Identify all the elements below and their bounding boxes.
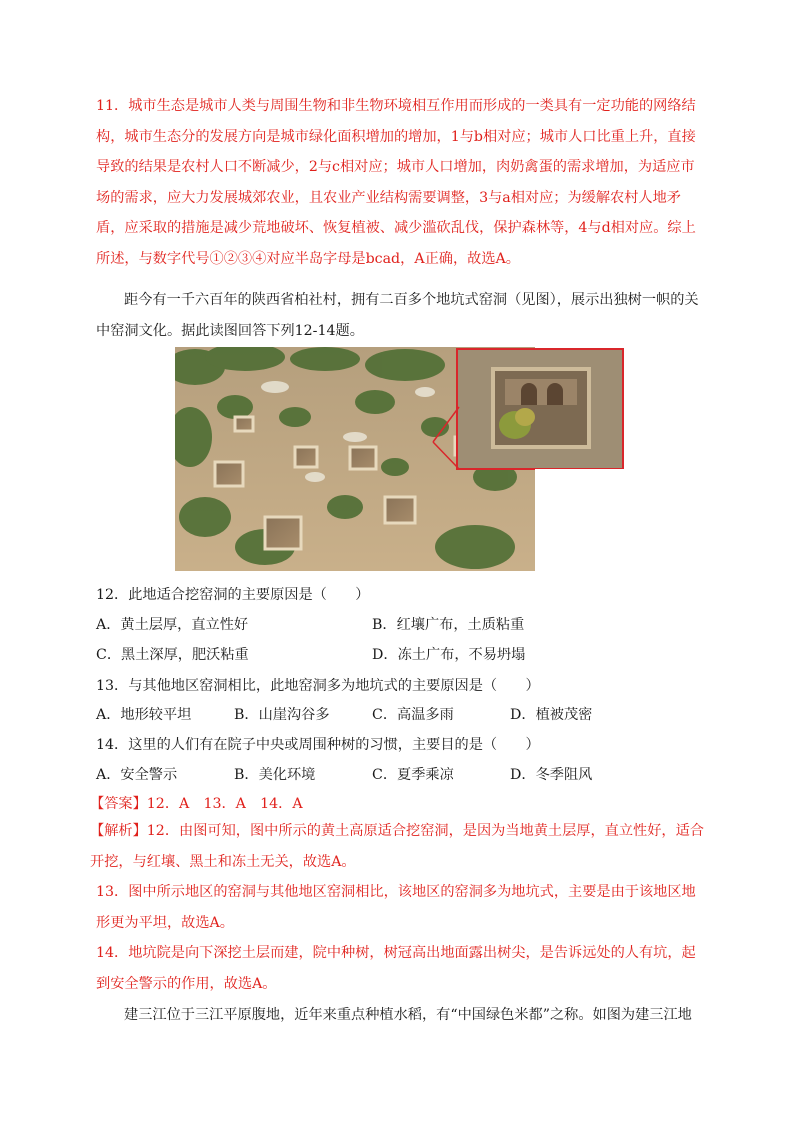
- answer-line: [90, 793, 303, 813]
- passage-intro: 距今有一千六百年的陕西省柏社村，拥有二百多个地坑式窑洞（见图），展示出独树一帜的关中窑洞文化。据此读图回答下列12-14题。: [96, 292, 699, 339]
- q14-option-d: D．冬季阻风: [510, 767, 593, 783]
- analysis-q14: 14．地坑院是向下深挖土层而建，院中种树，树冠高出地面露出树尖，是告诉远处的人有坑，起到安全警示的作用，故选A。: [96, 945, 696, 992]
- q13-option-c: C．高温多雨: [372, 707, 454, 723]
- analysis-q13: 13．图中所示地区的窑洞与其他地区窑洞相比，该地区的窑洞多为地坑式，主要是由于该地区地形更为平坦，故选A。: [96, 884, 696, 931]
- cave-dwelling-photo: [175, 347, 625, 571]
- q12-option-b: B．红壤广布，土质粘重: [372, 617, 525, 633]
- analysis-q12-text: 12．由图可知，图中所示的黄土高原适合挖窑洞，是因为当地黄土层厚，直立性好，适合开挖，与红壤、黑土和冻土无关，故选A。: [90, 823, 704, 870]
- answer-tag: 【答案】: [90, 796, 147, 812]
- analysis-q12: [90, 816, 708, 877]
- q13-option-d: D．植被茂密: [510, 707, 593, 723]
- next-passage-intro: 建三江位于三江平原腹地，近年来重点种植水稻，有“中国绿色米都”之称。如图为建三江地: [124, 1007, 692, 1023]
- q14-option-a: A．安全警示: [96, 767, 178, 783]
- question-14-stem: 14．这里的人们有在院子中央或周围种树的习惯，主要目的是（ ）: [96, 737, 540, 753]
- answer-text: 12．A 13．A 14．A: [146, 796, 303, 812]
- q11-analysis: 11．城市生态是城市人类与周围生物和非生物环境相互作用而形成的一类具有一定功能的网络结构，城市生态分的发展方向是城市绿化面积增加的增加，1与b相对应；城市人口比重上升，直接导致的结果是农村人口不断减少，2与c相对应；城市人口增加，肉奶禽蛋的需求增加，为适应市场的需求，应大力发展城郊农业，且农业产业结构需要调整，3与a相对应；为缓解农村人地矛盾，应采取的措施是减少荒地破坏、恢复植被、减少滥砍乱伐，保护森林等，4与d相对应。综上所述，与数字代号①②③④对应半岛字母是bcad，A正确，故选A。: [96, 98, 696, 267]
- question-12-stem: 12．此地适合挖窑洞的主要原因是（ ）: [96, 587, 370, 603]
- question-13-stem: 13．与其他地区窑洞相比，此地窑洞多为地坑式的主要原因是（ ）: [96, 678, 540, 694]
- q12-option-a: A．黄土层厚，直立性好: [96, 617, 249, 633]
- q12-option-c: C．黑土深厚，肥沃粘重: [96, 647, 249, 663]
- q12-option-d: D．冻土广布，不易坍塌: [372, 647, 526, 663]
- q13-option-a: A．地形较平坦: [96, 707, 192, 723]
- q13-option-b: B．山崖沟谷多: [234, 707, 330, 723]
- analysis-tag: 【解析】: [90, 823, 147, 839]
- q14-option-c: C．夏季乘凉: [372, 767, 454, 783]
- q14-option-b: B．美化环境: [234, 767, 316, 783]
